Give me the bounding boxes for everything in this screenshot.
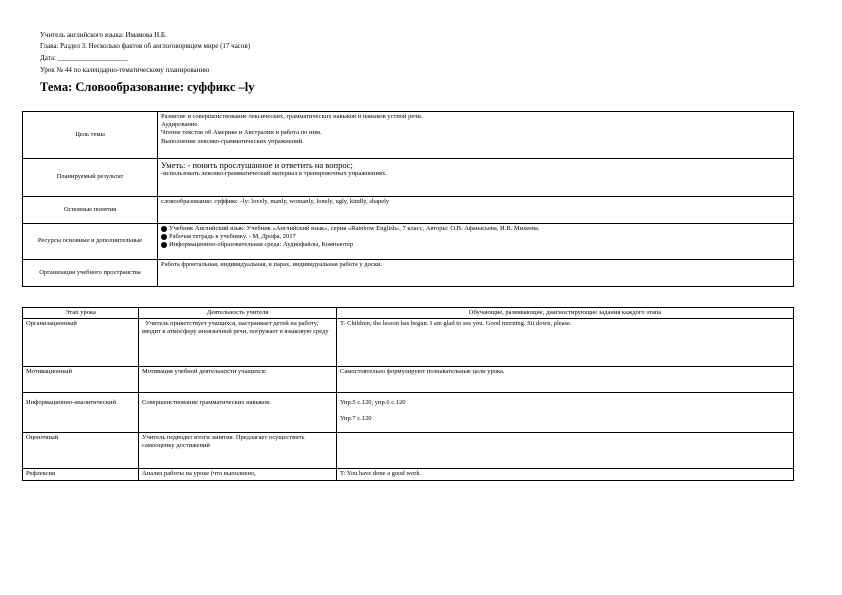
organization-line: Работа фронтальная, индивидуальная, в парах, индивидуальная работа у доски. (161, 261, 383, 268)
resource-item (161, 225, 790, 233)
table-row (23, 469, 794, 481)
goal-line: Чтение текстов об Америке и Австралии и работа по ним. (161, 129, 322, 137)
goal-line: Аудирование. (161, 121, 199, 129)
stage-name: Организационный (23, 319, 139, 367)
plan-row-concepts (23, 197, 794, 224)
teacher-activity: Совершенствование грамматических навыков. (139, 393, 337, 433)
task-line: T- Children, the lesson has begun. I am glad to see you. Good morning. Sit down, please. (340, 320, 572, 328)
result-line: Уметь: - понять прослушанное и ответить на вопрос; (161, 160, 353, 170)
table-row (23, 393, 794, 433)
plan-content (158, 260, 794, 287)
plan-content (158, 224, 794, 260)
table-row (23, 433, 794, 469)
plan-row-resources (23, 224, 794, 260)
plan-row-organization (23, 260, 794, 287)
lesson-line: Урок № 44 по календарно-тематическому планированию (40, 66, 210, 74)
stage-name: Мотивационный (23, 367, 139, 393)
result-line: -использовать лексико-грамматический материал в тренировочных упражнениях. (161, 170, 387, 177)
resource-item (161, 233, 790, 241)
date-label: Дата: (40, 54, 58, 62)
bullet-icon (161, 226, 167, 232)
chapter-line: Глава: Раздел 3. Несколько фактов об англоговорящем мире (17 часов) (40, 42, 251, 50)
stages-table (22, 307, 794, 481)
teacher-activity: Анализ работы на уроке (что выполнено, (139, 469, 337, 481)
stage-tasks (337, 433, 794, 469)
stage-tasks (337, 393, 794, 433)
teacher-activity: Учитель подводит итоги занятия. Предлагает осуществить самооценку достижений (139, 433, 337, 469)
stage-name: Оценочный (23, 433, 139, 469)
stage-name: Информационно-аналитический (23, 393, 139, 433)
plan-label: Планируемый результат (23, 159, 158, 197)
table-row (23, 367, 794, 393)
date-value: ____________________ (57, 54, 128, 62)
bullet-icon (161, 234, 167, 240)
plan-content (158, 112, 794, 159)
stage-tasks (337, 469, 794, 481)
stage-tasks (337, 319, 794, 367)
stage-name: Рефлексия (23, 469, 139, 481)
teacher-line: Учитель английского языка: Имамова Н.Б. (40, 31, 167, 39)
plan-label: Организация учебного пространства (23, 260, 158, 287)
teacher-activity: Учитель приветствует учащихся, настраивает детей на работу; вводит в атмосферу иноязычной речи, погружает в языковую среду (139, 319, 337, 367)
task-line: Самостоятельно формулируют познавательные цели урока. (340, 368, 505, 376)
task-line: Упр.7 с.120 (340, 415, 372, 423)
plan-row-goal (23, 112, 794, 159)
stage-tasks (337, 367, 794, 393)
teacher-activity: Мотивация учебной деятельности учащихся: (139, 367, 337, 393)
plan-table (22, 111, 794, 287)
column-header: Деятельность учителя (139, 308, 337, 319)
plan-row-result (23, 159, 794, 197)
goal-line: Развитие и совершенствование лексических, грамматических навыков и навыков устной речи. (161, 113, 423, 120)
stages-header-row (23, 308, 794, 319)
date-line (40, 54, 128, 63)
column-header: Обучающие, развивающие, диагностирующие задания каждого этапа (337, 308, 794, 319)
page-title: Тема: Словообразование: суффикс –ly (40, 80, 255, 94)
resource-text: Рабочая тетрадь к учебнику. - М, Дрофа, 2017 (169, 233, 296, 241)
plan-content (158, 159, 794, 197)
task-line: Упр.5 с.120, упр.6 с.120 (340, 399, 406, 407)
task-line: T: You have done a good work. (340, 470, 422, 478)
resource-text: Информационно-образовательная среда: Аудиофайлы, Компьютер (169, 241, 354, 249)
plan-content (158, 197, 794, 224)
plan-label: Цель темы (23, 112, 158, 159)
plan-label: Ресурсы основные и дополнительные (23, 224, 158, 260)
bullet-icon (161, 242, 167, 248)
table-row (23, 319, 794, 367)
column-header: Этап урока (23, 308, 139, 319)
resource-item (161, 241, 790, 249)
resource-text: Учебник Английский язык: Учебник «Английский язык», серия «Rainbow English», 7 класс, Авторы: О.В. Афанасьева, И.В. Михеева. (169, 225, 540, 232)
concepts-line: словообразование: суффикс –ly: lovely, manly, womanly, lonely, ugly, kindly, shapely (161, 198, 390, 205)
goal-line: Выполнение лексико-грамматических упражнений. (161, 137, 304, 145)
plan-label: Основные понятия (23, 197, 158, 224)
